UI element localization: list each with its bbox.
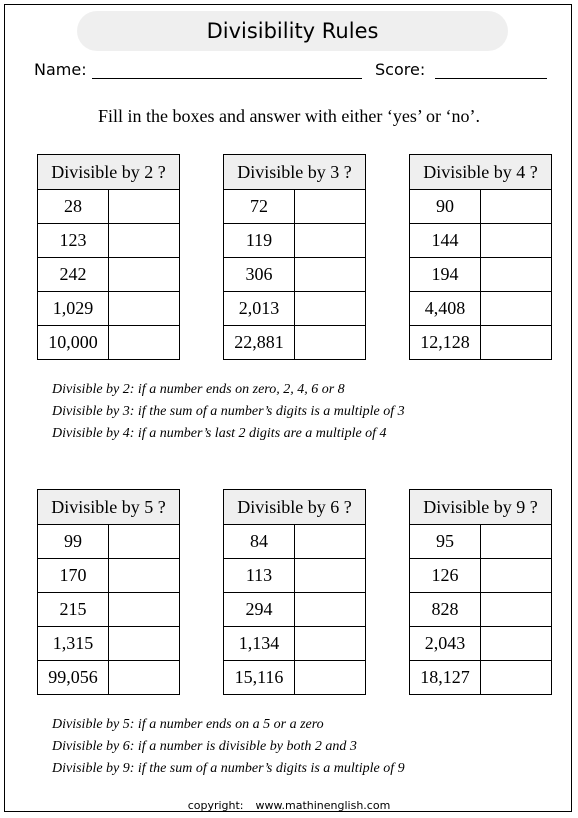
number-cell: 828 bbox=[410, 593, 481, 627]
number-cell: 2,013 bbox=[224, 292, 295, 326]
table-row bbox=[224, 258, 366, 292]
number-cell: 126 bbox=[410, 559, 481, 593]
copyright-label: copyright: bbox=[187, 799, 244, 812]
answer-box[interactable] bbox=[481, 661, 552, 695]
table-row bbox=[410, 326, 552, 360]
score-label: Score: bbox=[375, 60, 426, 79]
table-row bbox=[224, 292, 366, 326]
table-row bbox=[38, 258, 180, 292]
number-cell: 15,116 bbox=[224, 661, 295, 695]
table-row bbox=[38, 292, 180, 326]
rules-list-bottom bbox=[52, 714, 405, 780]
table-divisible-by-2 bbox=[37, 154, 180, 360]
rule-text: Divisible by 2: if a number ends on zero, 2, 4, 6 or 8 bbox=[52, 382, 345, 397]
answer-box[interactable] bbox=[481, 525, 552, 559]
table-row bbox=[38, 525, 180, 559]
table-row bbox=[38, 224, 180, 258]
number-cell: 2,043 bbox=[410, 627, 481, 661]
table-row bbox=[224, 190, 366, 224]
number-cell: 18,127 bbox=[410, 661, 481, 695]
table-row bbox=[224, 661, 366, 695]
number-cell: 306 bbox=[224, 258, 295, 292]
table-divisible-by-6 bbox=[223, 489, 366, 695]
table-row bbox=[38, 559, 180, 593]
answer-box[interactable] bbox=[109, 661, 180, 695]
answer-box[interactable] bbox=[295, 258, 366, 292]
answer-box[interactable] bbox=[109, 525, 180, 559]
table-row bbox=[38, 593, 180, 627]
answer-box[interactable] bbox=[295, 661, 366, 695]
number-cell: 90 bbox=[410, 190, 481, 224]
rule-text: Divisible by 5: if a number ends on a 5 or a zero bbox=[52, 717, 324, 732]
answer-box[interactable] bbox=[481, 292, 552, 326]
rule-text: Divisible by 6: if a number is divisible by both 2 and 3 bbox=[52, 739, 357, 754]
number-cell: 119 bbox=[224, 224, 295, 258]
instructions: Fill in the boxes and answer with either ‘yes’ or ‘no’. bbox=[97, 106, 481, 126]
table-row bbox=[410, 258, 552, 292]
answer-box[interactable] bbox=[481, 258, 552, 292]
table-row bbox=[410, 224, 552, 258]
number-cell: 194 bbox=[410, 258, 481, 292]
answer-box[interactable] bbox=[481, 627, 552, 661]
answer-box[interactable] bbox=[295, 525, 366, 559]
answer-box[interactable] bbox=[109, 224, 180, 258]
number-cell: 12,128 bbox=[410, 326, 481, 360]
number-cell: 84 bbox=[224, 525, 295, 559]
answer-box[interactable] bbox=[295, 292, 366, 326]
answer-box[interactable] bbox=[109, 258, 180, 292]
number-cell: 215 bbox=[38, 593, 109, 627]
answer-box[interactable] bbox=[109, 593, 180, 627]
answer-box[interactable] bbox=[295, 224, 366, 258]
answer-box[interactable] bbox=[109, 292, 180, 326]
answer-box[interactable] bbox=[295, 190, 366, 224]
table-header: Divisible by 4 ? bbox=[410, 155, 552, 190]
score-field[interactable] bbox=[435, 78, 547, 79]
number-cell: 99 bbox=[38, 525, 109, 559]
table-row bbox=[224, 559, 366, 593]
number-cell: 1,134 bbox=[224, 627, 295, 661]
table-row bbox=[410, 627, 552, 661]
table-row bbox=[224, 593, 366, 627]
table-divisible-by-4 bbox=[409, 154, 552, 360]
table-row bbox=[410, 292, 552, 326]
number-cell: 113 bbox=[224, 559, 295, 593]
number-cell: 99,056 bbox=[38, 661, 109, 695]
table-row bbox=[224, 627, 366, 661]
table-row bbox=[224, 224, 366, 258]
table-row bbox=[38, 326, 180, 360]
number-cell: 170 bbox=[38, 559, 109, 593]
table-row bbox=[410, 525, 552, 559]
answer-box[interactable] bbox=[109, 559, 180, 593]
answer-box[interactable] bbox=[295, 559, 366, 593]
table-row bbox=[410, 559, 552, 593]
number-cell: 4,408 bbox=[410, 292, 481, 326]
answer-box[interactable] bbox=[109, 326, 180, 360]
number-cell: 123 bbox=[38, 224, 109, 258]
answer-box[interactable] bbox=[109, 627, 180, 661]
number-cell: 72 bbox=[224, 190, 295, 224]
number-cell: 1,029 bbox=[38, 292, 109, 326]
table-header: Divisible by 6 ? bbox=[224, 490, 366, 525]
table-row bbox=[38, 661, 180, 695]
number-cell: 10,000 bbox=[38, 326, 109, 360]
answer-box[interactable] bbox=[295, 627, 366, 661]
answer-box[interactable] bbox=[481, 559, 552, 593]
table-row bbox=[38, 190, 180, 224]
page-title: Divisibility Rules bbox=[77, 11, 508, 51]
rules-list-top bbox=[52, 379, 405, 445]
name-field[interactable] bbox=[92, 78, 362, 79]
table-header: Divisible by 9 ? bbox=[410, 490, 552, 525]
table-row bbox=[224, 525, 366, 559]
answer-box[interactable] bbox=[109, 190, 180, 224]
table-header: Divisible by 2 ? bbox=[38, 155, 180, 190]
table-header: Divisible by 3 ? bbox=[224, 155, 366, 190]
table-header: Divisible by 5 ? bbox=[38, 490, 180, 525]
table-row bbox=[38, 627, 180, 661]
answer-box[interactable] bbox=[481, 190, 552, 224]
table-row bbox=[224, 326, 366, 360]
footer bbox=[0, 799, 578, 812]
table-divisible-by-5 bbox=[37, 489, 180, 695]
website-link[interactable]: www.mathinenglish.com bbox=[255, 799, 391, 812]
number-cell: 242 bbox=[38, 258, 109, 292]
number-cell: 144 bbox=[410, 224, 481, 258]
answer-box[interactable] bbox=[481, 326, 552, 360]
number-cell: 28 bbox=[38, 190, 109, 224]
answer-box[interactable] bbox=[481, 224, 552, 258]
rule-text: Divisible by 3: if the sum of a number’s digits is a multiple of 3 bbox=[52, 404, 405, 419]
table-divisible-by-9 bbox=[409, 489, 552, 695]
answer-box[interactable] bbox=[481, 593, 552, 627]
number-cell: 22,881 bbox=[224, 326, 295, 360]
rule-text: Divisible by 4: if a number’s last 2 digits are a multiple of 4 bbox=[52, 426, 387, 441]
table-row bbox=[410, 593, 552, 627]
name-label: Name: bbox=[34, 60, 87, 79]
number-cell: 95 bbox=[410, 525, 481, 559]
answer-box[interactable] bbox=[295, 326, 366, 360]
table-row bbox=[410, 661, 552, 695]
rule-text: Divisible by 9: if the sum of a number’s digits is a multiple of 9 bbox=[52, 761, 405, 776]
table-divisible-by-3 bbox=[223, 154, 366, 360]
number-cell: 294 bbox=[224, 593, 295, 627]
answer-box[interactable] bbox=[295, 593, 366, 627]
table-row bbox=[410, 190, 552, 224]
number-cell: 1,315 bbox=[38, 627, 109, 661]
